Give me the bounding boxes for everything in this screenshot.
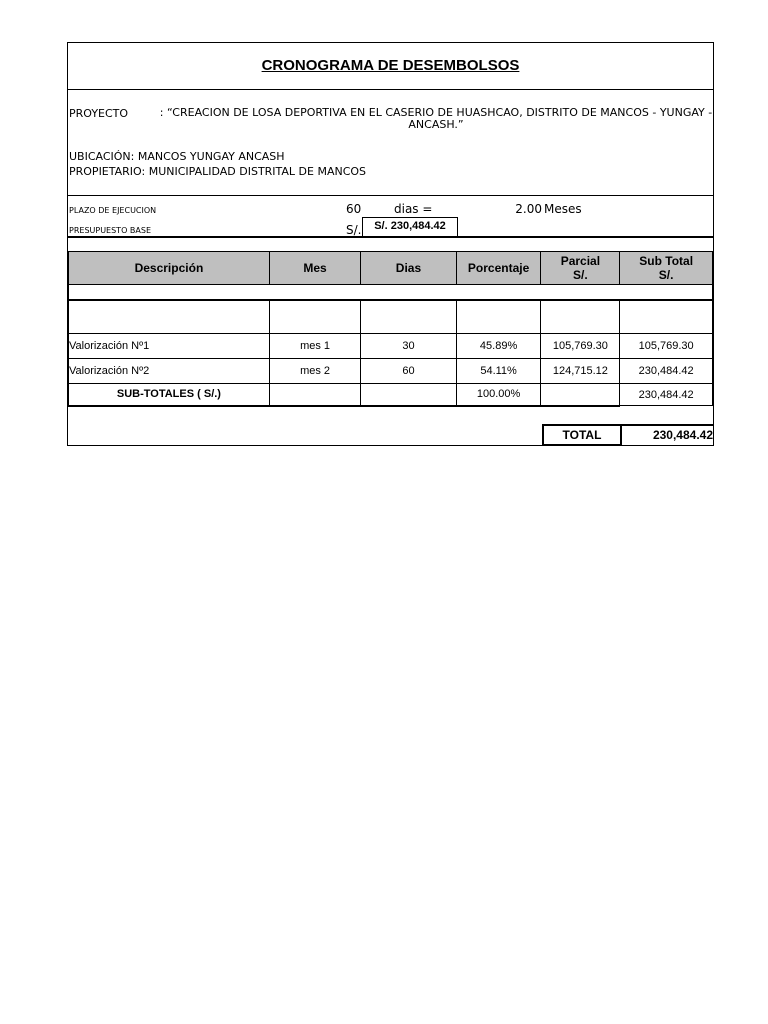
col-header-dias: Dias [361, 252, 456, 285]
page-title: CRONOGRAMA DE DESEMBOLSOS [261, 57, 520, 74]
row-porcentaje: 45.89% [456, 334, 541, 359]
subtotals-porcentaje: 100.00% [456, 384, 541, 406]
plazo-days-unit: dias = [394, 202, 433, 216]
row-parcial: 124,715.12 [541, 359, 620, 384]
total-label: TOTAL [542, 424, 622, 446]
location-text: UBICACIÓN: MANCOS YUNGAY ANCASH [69, 150, 285, 163]
row-porcentaje: 54.11% [456, 359, 541, 384]
total-value: 230,484.42 [621, 424, 714, 446]
row-dias: 60 [361, 359, 456, 384]
col-header-subtotal [620, 252, 713, 285]
plazo-label: PLAZO DE EJECUCION [69, 206, 157, 215]
divider [68, 195, 713, 196]
row-descripcion: Valorización Nº2 [69, 359, 270, 384]
project-name: : “CREACION DE LOSA DEPORTIVA EN EL CASERIO DE HUASHCAO, DISTRITO DE MANCOS - YUNGAY - ANCASH.” [159, 106, 713, 131]
row-mes: mes 2 [269, 359, 360, 384]
row-subtotal: 230,484.42 [620, 359, 713, 384]
subtotals-row [69, 384, 713, 406]
subtotals-subtotal: 230,484.42 [620, 384, 713, 406]
empty-row [69, 300, 713, 334]
col-header-descripcion: Descripción [69, 252, 270, 285]
plazo-months: 2.00 [515, 202, 542, 216]
row-parcial: 105,769.30 [541, 334, 620, 359]
col-header-porcentaje: Porcentaje [456, 252, 541, 285]
plazo-months-unit: Meses [544, 202, 582, 216]
col-header-subtotal-line1: Sub Total [639, 254, 694, 268]
plazo-days: 60 [346, 202, 362, 216]
row-mes: mes 1 [269, 334, 360, 359]
spacer-row [69, 285, 713, 301]
budget-label: PRESUPUESTO BASE [69, 226, 152, 235]
col-header-parcial-line2: S/. [573, 268, 588, 282]
table-row [69, 359, 713, 384]
budget-value: S/. 230,484.42 [362, 217, 458, 237]
divider [68, 89, 713, 90]
budget-currency: S/. [346, 223, 362, 237]
table-row [69, 334, 713, 359]
schedule-table [68, 251, 713, 407]
col-header-parcial [541, 252, 620, 285]
table-header-row [69, 252, 713, 285]
disbursement-schedule-sheet [67, 42, 714, 446]
subtotals-label: SUB-TOTALES ( S/.) [69, 384, 270, 406]
project-label: PROYECTO [69, 107, 129, 120]
row-dias: 30 [361, 334, 456, 359]
col-header-subtotal-line2: S/. [658, 268, 674, 282]
row-subtotal: 105,769.30 [620, 334, 713, 359]
col-header-mes: Mes [269, 252, 360, 285]
divider [68, 236, 713, 238]
col-header-parcial-line1: Parcial [560, 254, 601, 268]
row-descripcion: Valorización Nº1 [69, 334, 270, 359]
owner-text: PROPIETARIO: MUNICIPALIDAD DISTRITAL DE MANCOS [69, 165, 367, 178]
